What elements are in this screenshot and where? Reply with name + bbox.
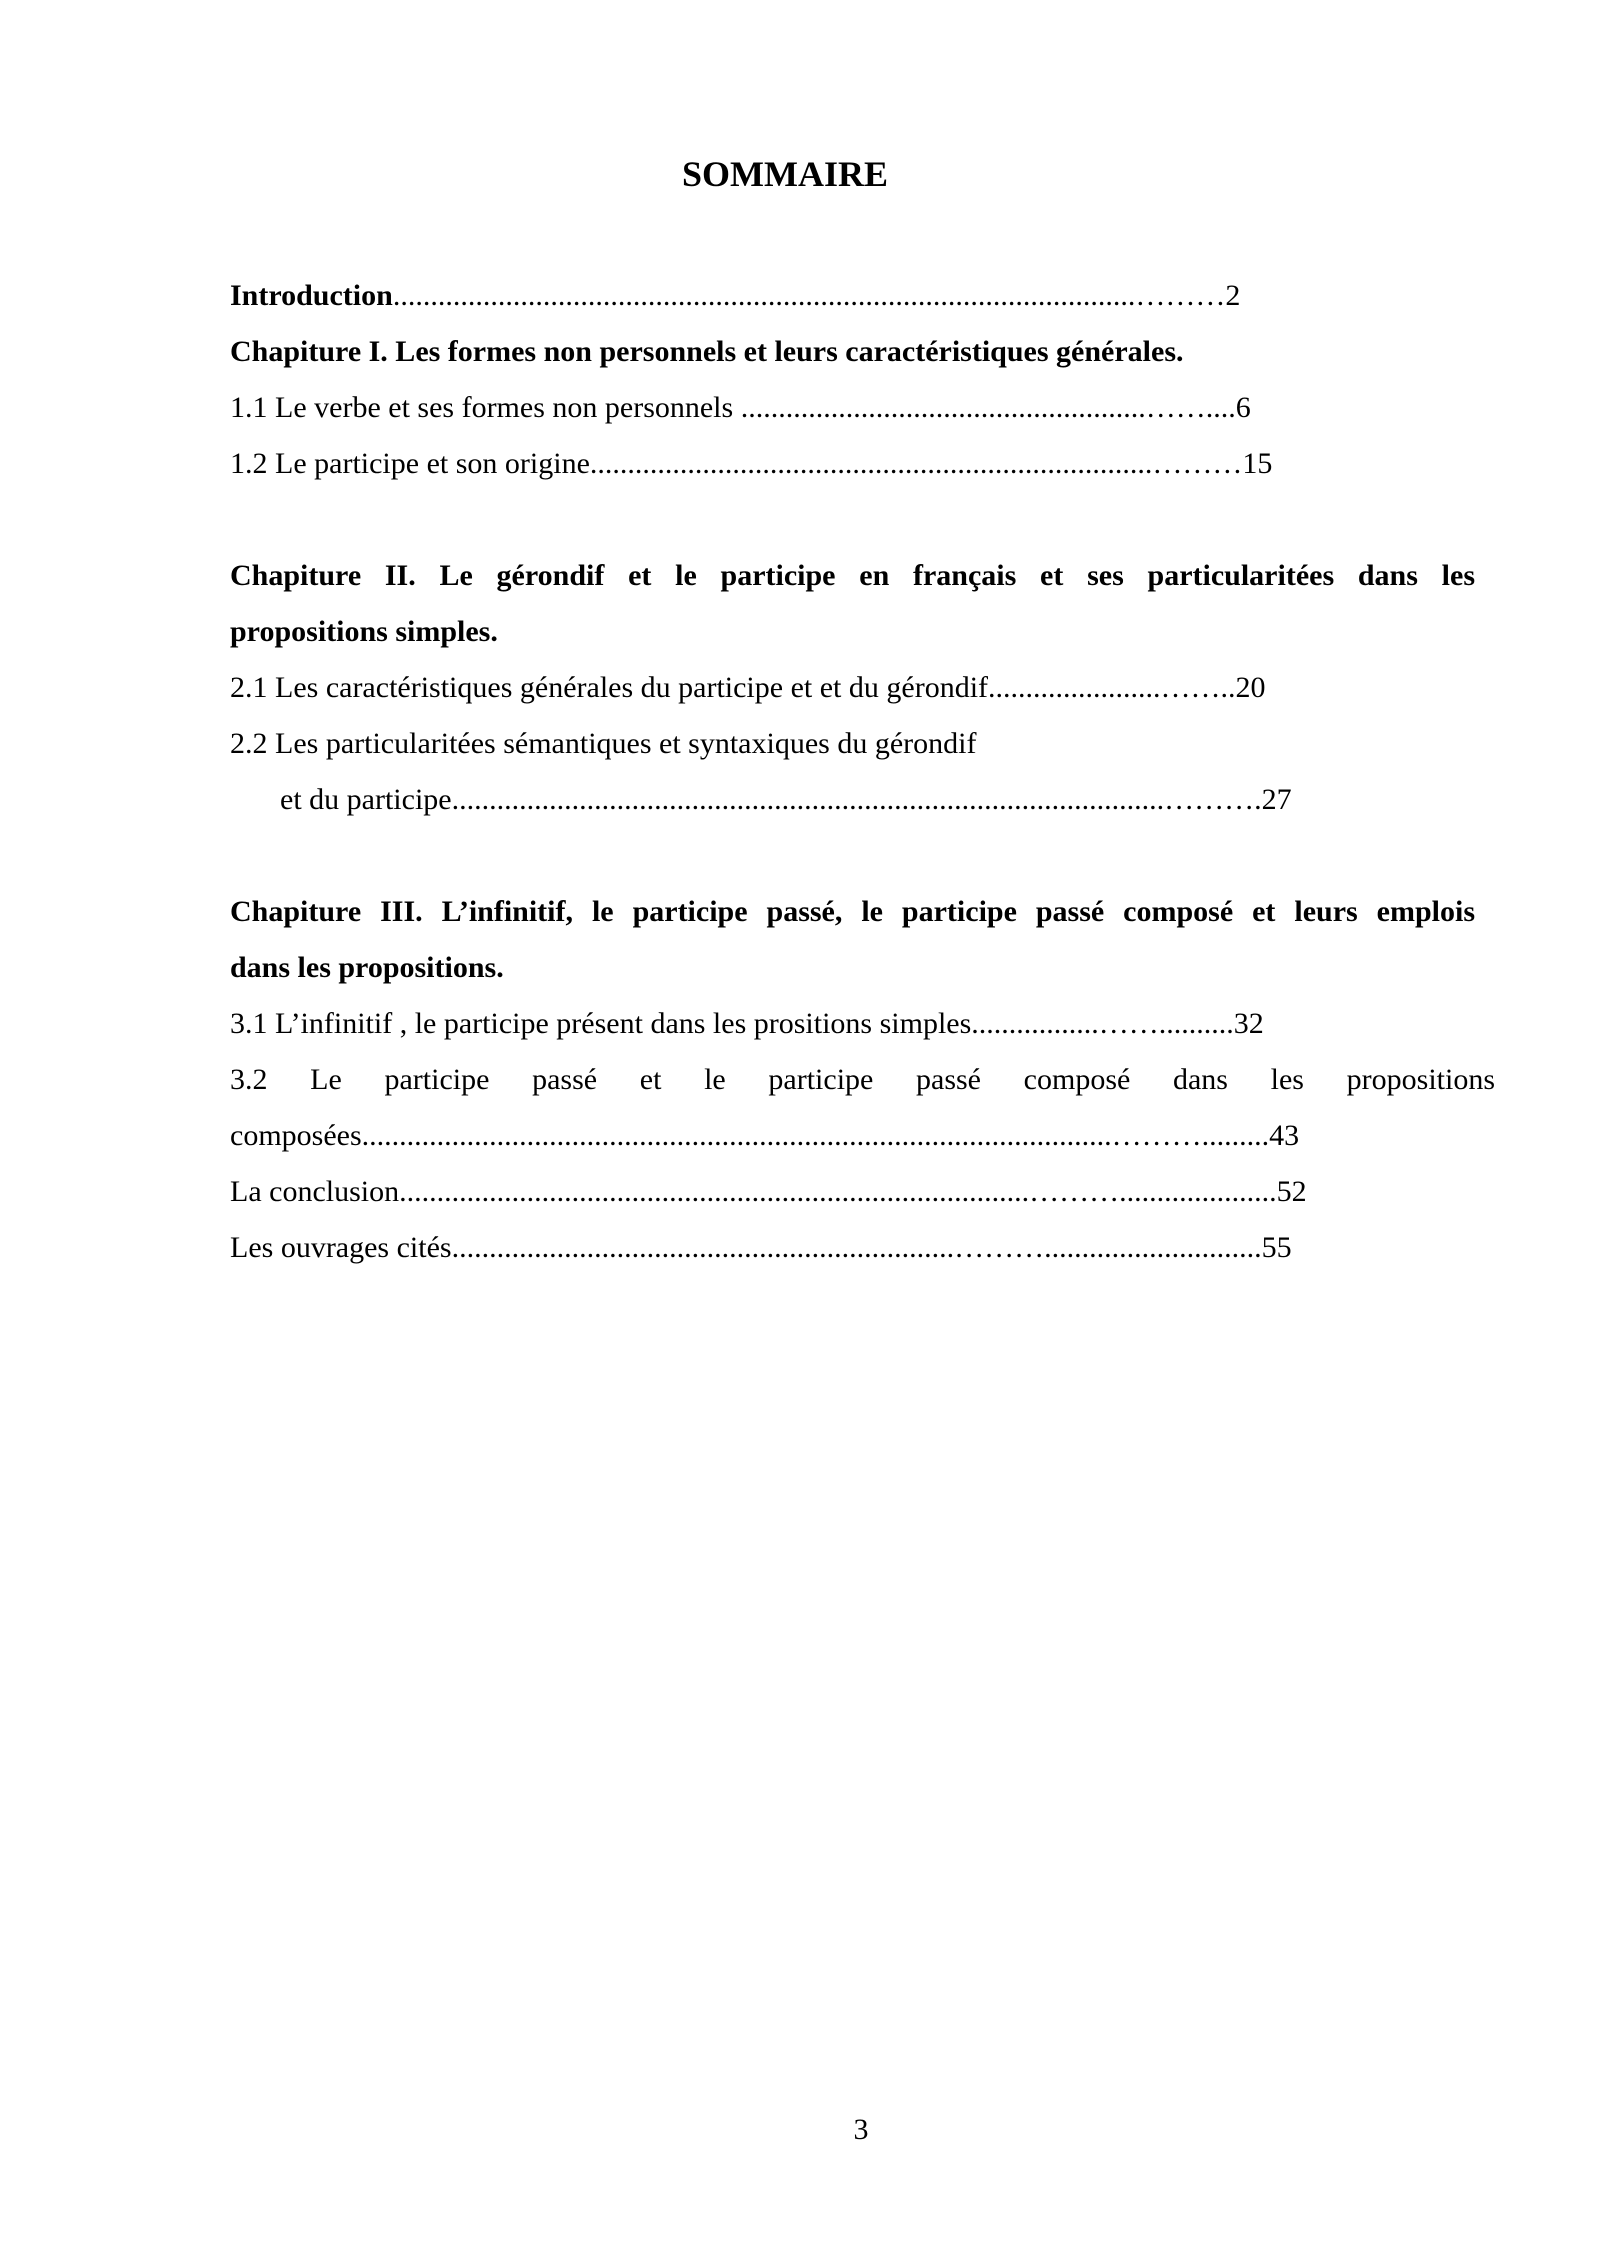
toc-entry-2-2-line1: 2.2 Les particularitées sémantiques et syntaxiques du gérondif <box>230 727 977 760</box>
page-number: 3 <box>853 2113 869 2146</box>
toc-entry-2-1: 2.1 Les caractéristiques générales du participe et et du gérondif.......................……..20 <box>230 671 1266 704</box>
toc-entry-3-2-line1: 3.2 Le participe passé et le participe passé composé dans les propositions <box>230 1063 1495 1096</box>
toc-entry-introduction <box>230 276 1240 316</box>
toc-entry-3-1: 3.1 L’infinitif , le participe présent dans les prositions simples.................……..........32 <box>230 1007 1264 1040</box>
toc-entry-conclusion: La conclusion....................................................................................……….....................52 <box>230 1175 1307 1208</box>
toc-chapter2-heading-line2: propositions simples. <box>230 615 498 648</box>
toc-introduction-leader: ...................................................................................................……… <box>392 279 1226 312</box>
toc-introduction-label: Introduction <box>230 279 393 312</box>
page-title: SOMMAIRE <box>682 154 888 194</box>
toc-entry-1-1: 1.1 Le verbe et ses formes non personnels ......................................................……....6 <box>230 391 1251 424</box>
toc-chapter3-heading-line2: dans les propositions. <box>230 951 504 984</box>
toc-chapter2-heading-line1: Chapiture II. Le gérondif et le participe en français et ses particularitées dans les <box>230 559 1475 592</box>
toc-introduction-page: 2 <box>1225 279 1241 312</box>
toc-entry-references: Les ouvrages cités...................................................................……….............................55 <box>230 1231 1292 1264</box>
toc-chapter1-heading: Chapiture I. Les formes non personnels et leurs caractéristiques générales. <box>230 335 1184 368</box>
toc-entry-1-2: 1.2 Le participe et son origine...........................................................................………15 <box>230 447 1273 480</box>
toc-chapter3-heading-line1: Chapiture III. L’infinitif, le participe passé, le participe passé composé et leurs emplois <box>230 895 1475 928</box>
toc-entry-3-2-line2: composées....................................................................................................……….........43 <box>230 1119 1300 1152</box>
toc-entry-2-2-line2: et du participe...............................................................................................……….27 <box>280 783 1292 816</box>
